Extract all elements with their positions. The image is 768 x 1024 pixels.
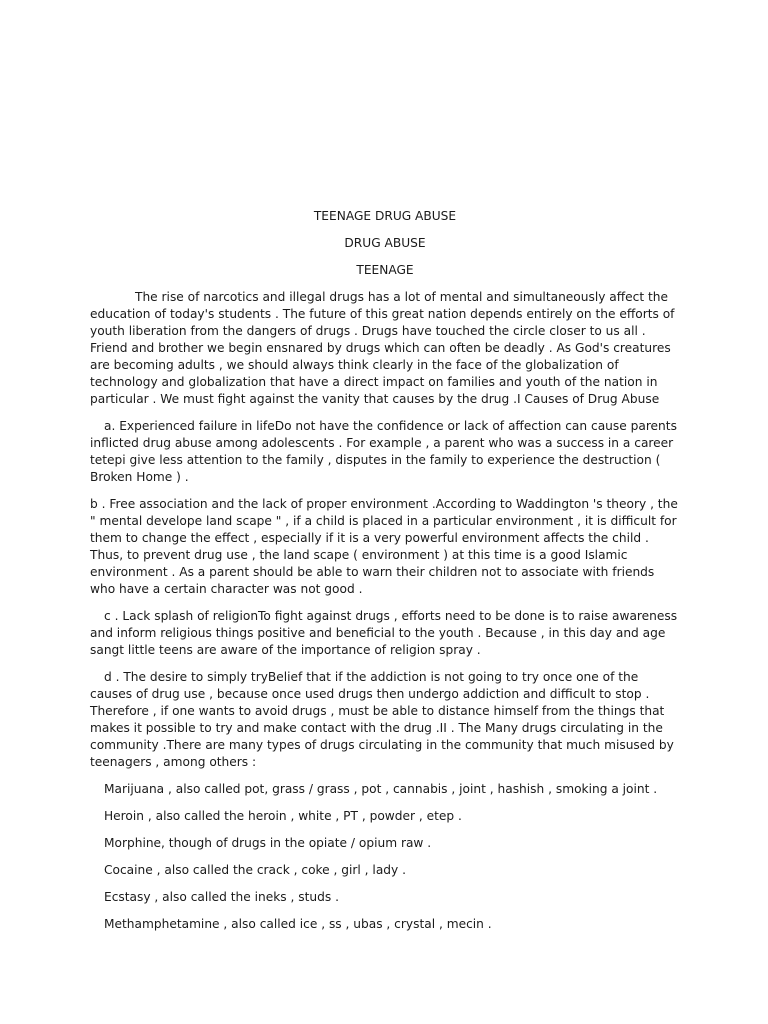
list-item-heroin: Heroin , also called the heroin , white , PT , powder , etep . (104, 809, 462, 823)
cause-a-paragraph: a. Experienced failure in lifeDo not have the confidence or lack of affection can cause parents inflicted drug abuse among adolescents . For example , a parent who was a success in a career tetepi give less attention to the family , disputes in the family to experience the destruction ( Broken Home ) . (90, 419, 677, 484)
document-subtitle-drug-abuse: DRUG ABUSE (344, 236, 426, 250)
cause-d-paragraph: d . The desire to simply tryBelief that if the addiction is not going to try once one of the causes of drug use , because once used drugs then undergo addiction and difficult to stop . Therefore , if one wants to avoid drugs , must be able to distance himself from the things that makes it possible to try and make contact with the drug .II . The Many drugs circulating in the community .There are many types of drugs circulating in the community that much misused by teenagers , among others : (90, 670, 674, 769)
cause-c-paragraph: c . Lack splash of religionTo fight against drugs , efforts need to be done is to raise awareness and inform religious things positive and beneficial to the youth . Because , in this day and age sangt little teens are aware of the importance of religion spray . (90, 609, 678, 657)
cause-b-paragraph: b . Free association and the lack of proper environment .According to Waddington 's theory , the " mental develope land scape " , if a child is placed in a particular environment , it is difficult for them to change the effect , especially if it is a very powerful environment affects the child . Thus, to prevent drug use , the land scape ( environment ) at this time is a good Islamic environment . As a parent should be able to warn their children not to associate with friends who have a certain character was not good . (90, 497, 678, 596)
document-subtitle-teenage: TEENAGE (356, 263, 414, 277)
document-page (90, 208, 680, 943)
list-item-ecstasy: Ecstasy , also called the ineks , studs . (104, 890, 339, 904)
list-item-morphine: Morphine, though of drugs in the opiate / opium raw . (104, 836, 432, 850)
document-title: TEENAGE DRUG ABUSE (313, 209, 457, 223)
list-item-marijuana: Marijuana , also called pot, grass / grass , pot , cannabis , joint , hashish , smoking a joint . (104, 782, 658, 796)
list-item-methamphetamine: Methamphetamine , also called ice , ss , ubas , crystal , mecin . (104, 917, 492, 931)
intro-paragraph: The rise of narcotics and illegal drugs has a lot of mental and simultaneously affect the education of today's students . The future of this great nation depends entirely on the efforts of youth liberation from the dangers of drugs . Drugs have touched the circle closer to us all . Friend and brother we begin ensnared by drugs which can often be deadly . As God's creatures are becoming adults , we should always think clearly in the face of the globalization of technology and globalization that have a direct impact on families and youth of the nation in particular . We must fight against the vanity that causes by the drug .I Causes of Drug Abuse (90, 290, 675, 406)
list-item-cocaine: Cocaine , also called the crack , coke , girl , lady . (104, 863, 406, 877)
